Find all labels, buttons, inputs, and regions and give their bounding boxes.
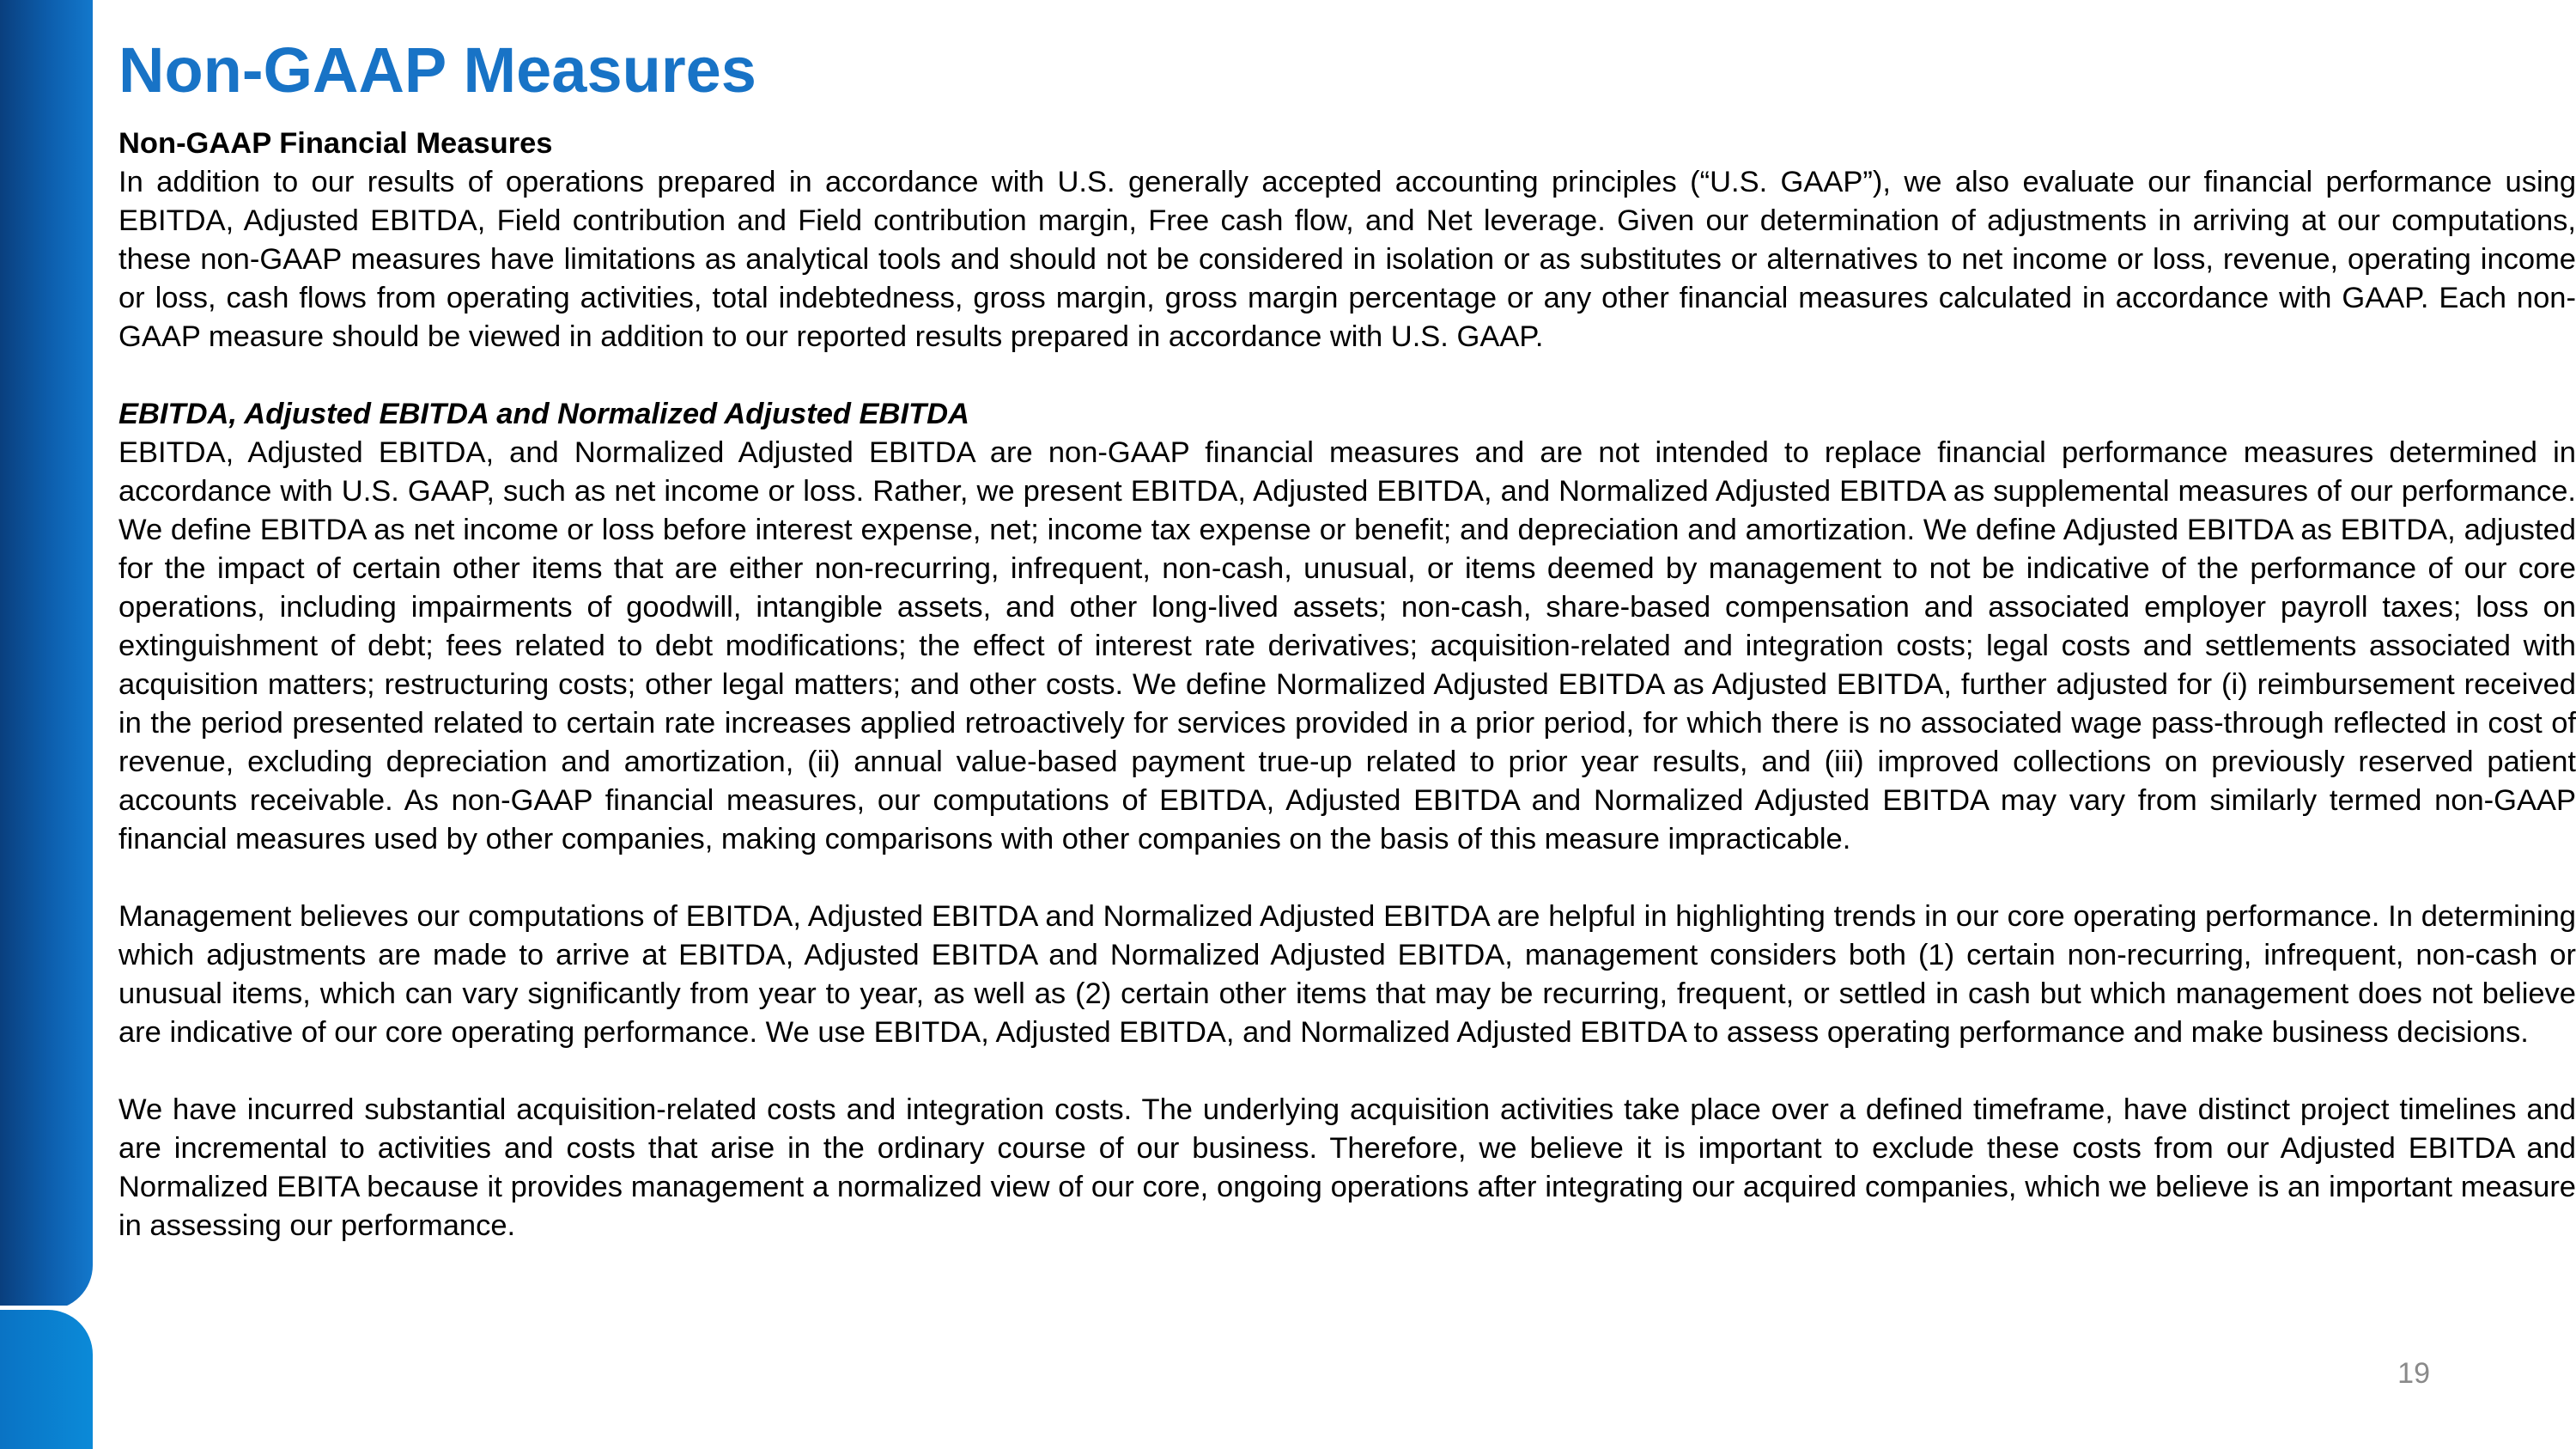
paragraph-spacer	[118, 1052, 2576, 1091]
paragraph-ebitda-definitions: EBITDA, Adjusted EBITDA, and Normalized Adjusted EBITDA are non-GAAP financial measures and are not intended to replace financial performance measures determined in accordance with U.S. GAAP, such as net income or loss. Rather, we present EBITDA, Adjusted EBITDA, and Normalized Adjusted EBITDA as supplemental measures of our performance. We define EBITDA as net income or loss before interest expense, net; income tax expense or benefit; and depreciation and amortization. We define Adjusted EBITDA as EBITDA, adjusted for the impact of certain other items that are either non-recurring, infrequent, non-cash, unusual, or items deemed by management to not be indicative of the performance of our core operations, including impairments of goodwill, intangible assets, and other long-lived assets; non-cash, share-based compensation and associated employer payroll taxes; loss on extinguishment of debt; fees related to debt modifications; the effect of interest rate derivatives; acquisition-related and integration costs; legal costs and settlements associated with acquisition matters; restructuring costs; other legal matters; and other costs. We define Normalized Adjusted EBITDA as Adjusted EBITDA, further adjusted for (i) reimbursement received in the period presented related to certain rate increases applied retroactively for services provided in a prior period, for which there is no associated wage pass-through reflected in cost of revenue, excluding depreciation and amortization, (ii) annual value-based payment true-up related to prior year results, and (iii) improved collections on previously reserved patient accounts receivable. As non-GAAP financial measures, our computations of EBITDA, Adjusted EBITDA and Normalized Adjusted EBITDA may vary from similarly termed non-GAAP financial measures used by other companies, making comparisons with other companies on the basis of this measure impracticable.	[118, 436, 2576, 855]
paragraph-acquisition-costs: We have incurred substantial acquisition-related costs and integration costs. The underlying acquisition activities take place over a defined timeframe, have distinct project timelines and are incremental to activities and costs that arise in the ordinary course of our business. Therefore, we believe it is important to exclude these costs from our Adjusted EBITDA and Normalized EBITA because it provides management a normalized view of our core, ongoing operations after integrating our acquired companies, which we believe is an important measure in assessing our performance.	[118, 1093, 2576, 1242]
page-title: Non-GAAP Measures	[118, 34, 756, 106]
section-heading-non-gaap-financial-measures: Non-GAAP Financial Measures	[118, 127, 553, 160]
section-heading-ebitda: EBITDA, Adjusted EBITDA and Normalized Adjusted EBITDA	[118, 398, 969, 430]
sidebar-accent-bottom	[0, 1310, 93, 1449]
page-number: 19	[2397, 1357, 2430, 1390]
paragraph-spacer	[118, 356, 2576, 395]
paragraph-non-gaap-intro: In addition to our results of operations prepared in accordance with U.S. generally accepted accounting principles (“U.S. GAAP”), we also evaluate our financial performance using EBITDA, Adjusted EBITDA, Field contribution and Field contribution margin, Free cash flow, and Net leverage. Given our determination of adjustments in arriving at our computations, these non-GAAP measures have limitations as analytical tools and should not be considered in isolation or as substitutes or alternatives to net income or loss, revenue, operating income or loss, cash flows from operating activities, total indebtedness, gross margin, gross margin percentage or any other financial measures calculated in accordance with GAAP. Each non-GAAP measure should be viewed in addition to our reported results prepared in accordance with U.S. GAAP.	[118, 166, 2576, 353]
paragraph-spacer	[118, 859, 2576, 898]
sidebar-accent-top	[0, 0, 93, 1310]
slide-body	[118, 125, 2576, 1245]
paragraph-management-beliefs: Management believes our computations of EBITDA, Adjusted EBITDA and Normalized Adjusted EBITDA are helpful in highlighting trends in our core operating performance. In determining which adjustments are made to arrive at EBITDA, Adjusted EBITDA and Normalized Adjusted EBITDA, management considers both (1) certain non-recurring, infrequent, non-cash or unusual items, which can vary significantly from year to year, as well as (2) certain other items that may be recurring, frequent, or settled in cash but which management does not believe are indicative of our core operating performance. We use EBITDA, Adjusted EBITDA, and Normalized Adjusted EBITDA to assess operating performance and make business decisions.	[118, 900, 2576, 1049]
